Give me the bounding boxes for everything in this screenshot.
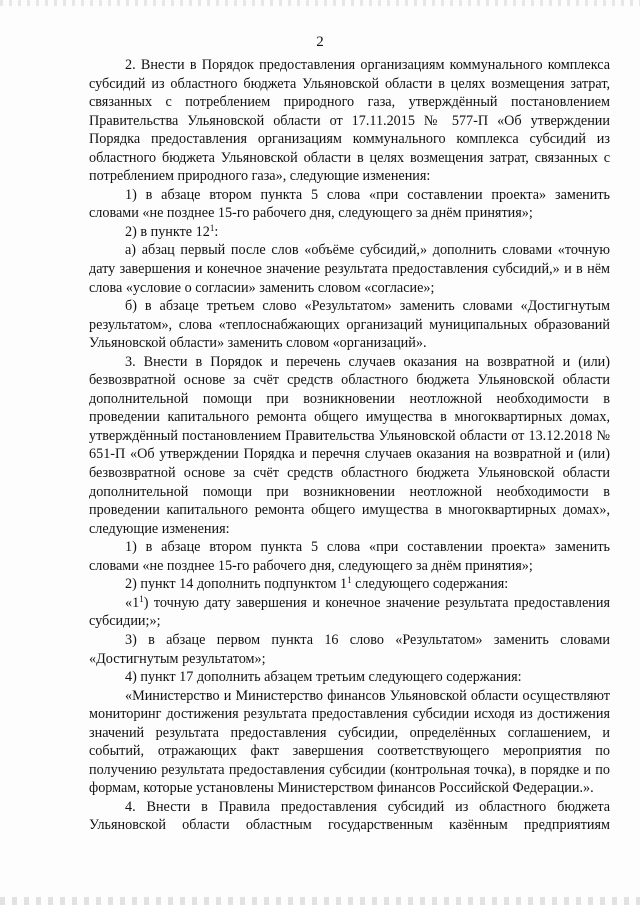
scan-artifact-bottom: [0, 897, 640, 905]
paragraph-item-4-intro: 4. Внести в Правила предоставления субсидий из областного бюджета Ульяновской области областным государственным казённым предприятиям: [89, 798, 610, 834]
paragraph-subitem-b: б) в абзаце третьем слово «Результатом» заменить словами «Достигнутым результатом», слова «теплоснабжающих организаций муниципальных образований Ульяновской области» заменить словом «организаций».: [89, 298, 610, 352]
document-body: [89, 56, 610, 835]
paragraph-subitem-1: 1) в абзаце втором пункта 5 слова «при составлении проекта» заменить словами «не позднее 15-го рабочего дня, следующего за днём принятия»;: [89, 186, 610, 222]
page-number: 2: [316, 34, 324, 50]
paragraph-item-3-subitem-2: 2) пункт 14 дополнить подпунктом $1^1$ следующего содержания:: [125, 575, 509, 593]
paragraph-item-2-intro: 2. Внести в Порядок предоставления организациям коммунального комплекса субсидий из областного бюджета Ульяновской области в целях возмещения затрат, связанных с потреблением природного газа, утверждённый постановлением Правительства Ульяновской области от 17.11.2015 № 577-П «Об утверждении Порядка предоставления организациям коммунального комплекса субсидий из областного бюджета Ульяновской области в целях возмещения затрат, связанных с потреблением природного газа», следующие изменения:: [89, 57, 610, 185]
paragraph-item-3-subitem-4: 4) пункт 17 дополнить абзацем третьим следующего содержания:: [125, 669, 522, 686]
paragraph-item-3-subitem-1: 1) в абзаце втором пункта 5 слова «при составлении проекта» заменить словами «не позднее 15-го рабочего дня, следующего за днём принятия»;: [89, 539, 610, 574]
paragraph-subitem-a: а) абзац первый после слов «объёме субсидий,» дополнить словами «точную дату завершения и конечное значение результата предоставления субсидий,» и в нём слова «условие о согласии» заменить словом «согласие»;: [89, 242, 610, 296]
scan-artifact-top: [0, 0, 640, 6]
paragraph-item-3-subitem-3: 3) в абзаце первом пункта 16 слово «Результатом» заменить словами «Достигнутым результатом»;: [89, 631, 610, 667]
paragraph-quoted-subitem: «$1^1$) точную дату завершения и конечное значение результата предоставления субсидии;»;: [89, 593, 610, 630]
paragraph-quoted-monitoring: «Министерство и Министерство финансов Ульяновской области осуществляют мониторинг достижения результата предоставления субсидии исходя из достижения значений результата предоставления субсидии, определённых соглашением, и событий, отражающих факт завершения соответствующего мероприятия по получению результата предоставления субсидии (контрольная точка), в порядке и по формам, которые установлены Министерством финансов Российской Федерации.».: [89, 687, 610, 797]
paragraph-subitem-2: 2) в пункте $12^1$:: [125, 222, 219, 240]
paragraph-item-3-intro: 3. Внести в Порядок и перечень случаев оказания на возвратной и (или) безвозвратной основе за счёт средств областного бюджета Ульяновской области дополнительной помощи при возникновении неотложной необходимости в проведении капитального ремонта общего имущества в многоквартирных домах, утверждённый постановлением Правительства Ульяновской области от 13.12.2018 № 651-П «Об утверждении Порядка и перечня случаев оказания на возвратной и (или) безвозвратной основе за счёт средств областного бюджета Ульяновской области дополнительной помощи при возникновении неотложной необходимости в проведении капитального ремонта общего имущества в многоквартирных домах», следующие изменения:: [89, 353, 610, 537]
